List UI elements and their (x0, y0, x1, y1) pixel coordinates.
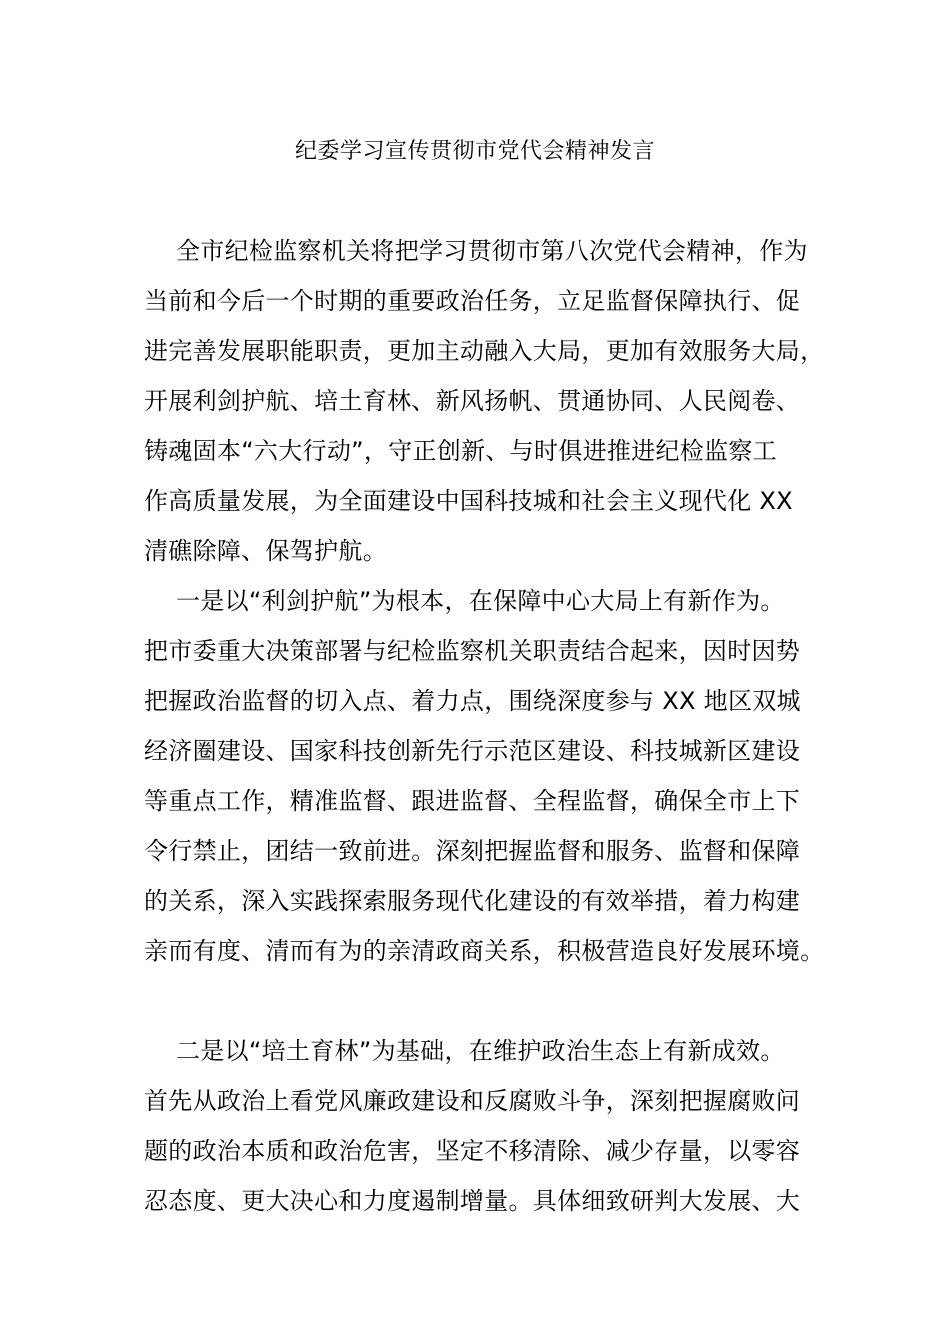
text-line: 全市纪检监察机关将把学习贯彻市第八次党代会精神，作为 (176, 237, 808, 265)
text-line: 首先从政治上看党风廉政建设和反腐败斗争，深刻把握腐败问 (144, 1087, 801, 1115)
text-line: 忍态度、更大决心和力度遏制增量。具体细致研判大发展、大 (144, 1187, 801, 1215)
document-body (144, 231, 824, 1231)
text-line: 令行禁止，团结一致前进。深刻把握监督和服务、监督和保障 (144, 837, 801, 865)
paragraph-sword-escort (144, 581, 824, 981)
text-line: 把市委重大决策部署与纪检监察机关职责结合起来，因时因势 (144, 637, 801, 665)
text-line: 作高质量发展，为全面建设中国科技城和社会主义现代化 XX (144, 487, 793, 515)
text-line: 铸魂固本“六大行动”，守正创新、与时俱进推进纪检监察工 (144, 437, 777, 465)
text-line: 清礁除障、保驾护航。 (144, 537, 387, 565)
text-line: 一是以“利剑护航”为根本，在保障中心大局上有新作为。 (176, 587, 785, 615)
paragraph-cultivate-forest (144, 1031, 824, 1231)
paragraph-intro (144, 231, 824, 581)
text-line: 等重点工作，精准监督、跟进监督、全程监督，确保全市上下 (144, 787, 801, 815)
text-line: 的关系，深入实践探索服务现代化建设的有效举措，着力构建 (144, 887, 801, 915)
paragraph-gap (144, 981, 824, 1031)
document-title: 纪委学习宣传贯彻市党代会精神发言 (294, 139, 655, 164)
text-line: 亲而有度、清而有为的亲清政商关系，积极营造良好发展环境。 (144, 937, 825, 965)
text-line: 进完善发展职能职责，更加主动融入大局，更加有效服务大局， (144, 337, 825, 365)
text-line: 题的政治本质和政治危害，坚定不移清除、减少存量，以零容 (144, 1137, 801, 1165)
text-line: 开展利剑护航、培土育林、新风扬帆、贯通协同、人民阅卷、 (144, 387, 801, 415)
text-line: 经济圈建设、国家科技创新先行示范区建设、科技城新区建设 (144, 737, 801, 765)
text-line: 把握政治监督的切入点、着力点，围绕深度参与 XX 地区双城 (144, 687, 801, 715)
text-line: 二是以“培土育林”为基础，在维护政治生态上有新成效。 (176, 1037, 785, 1065)
text-line: 当前和今后一个时期的重要政治任务，立足监督保障执行、促 (144, 287, 801, 315)
